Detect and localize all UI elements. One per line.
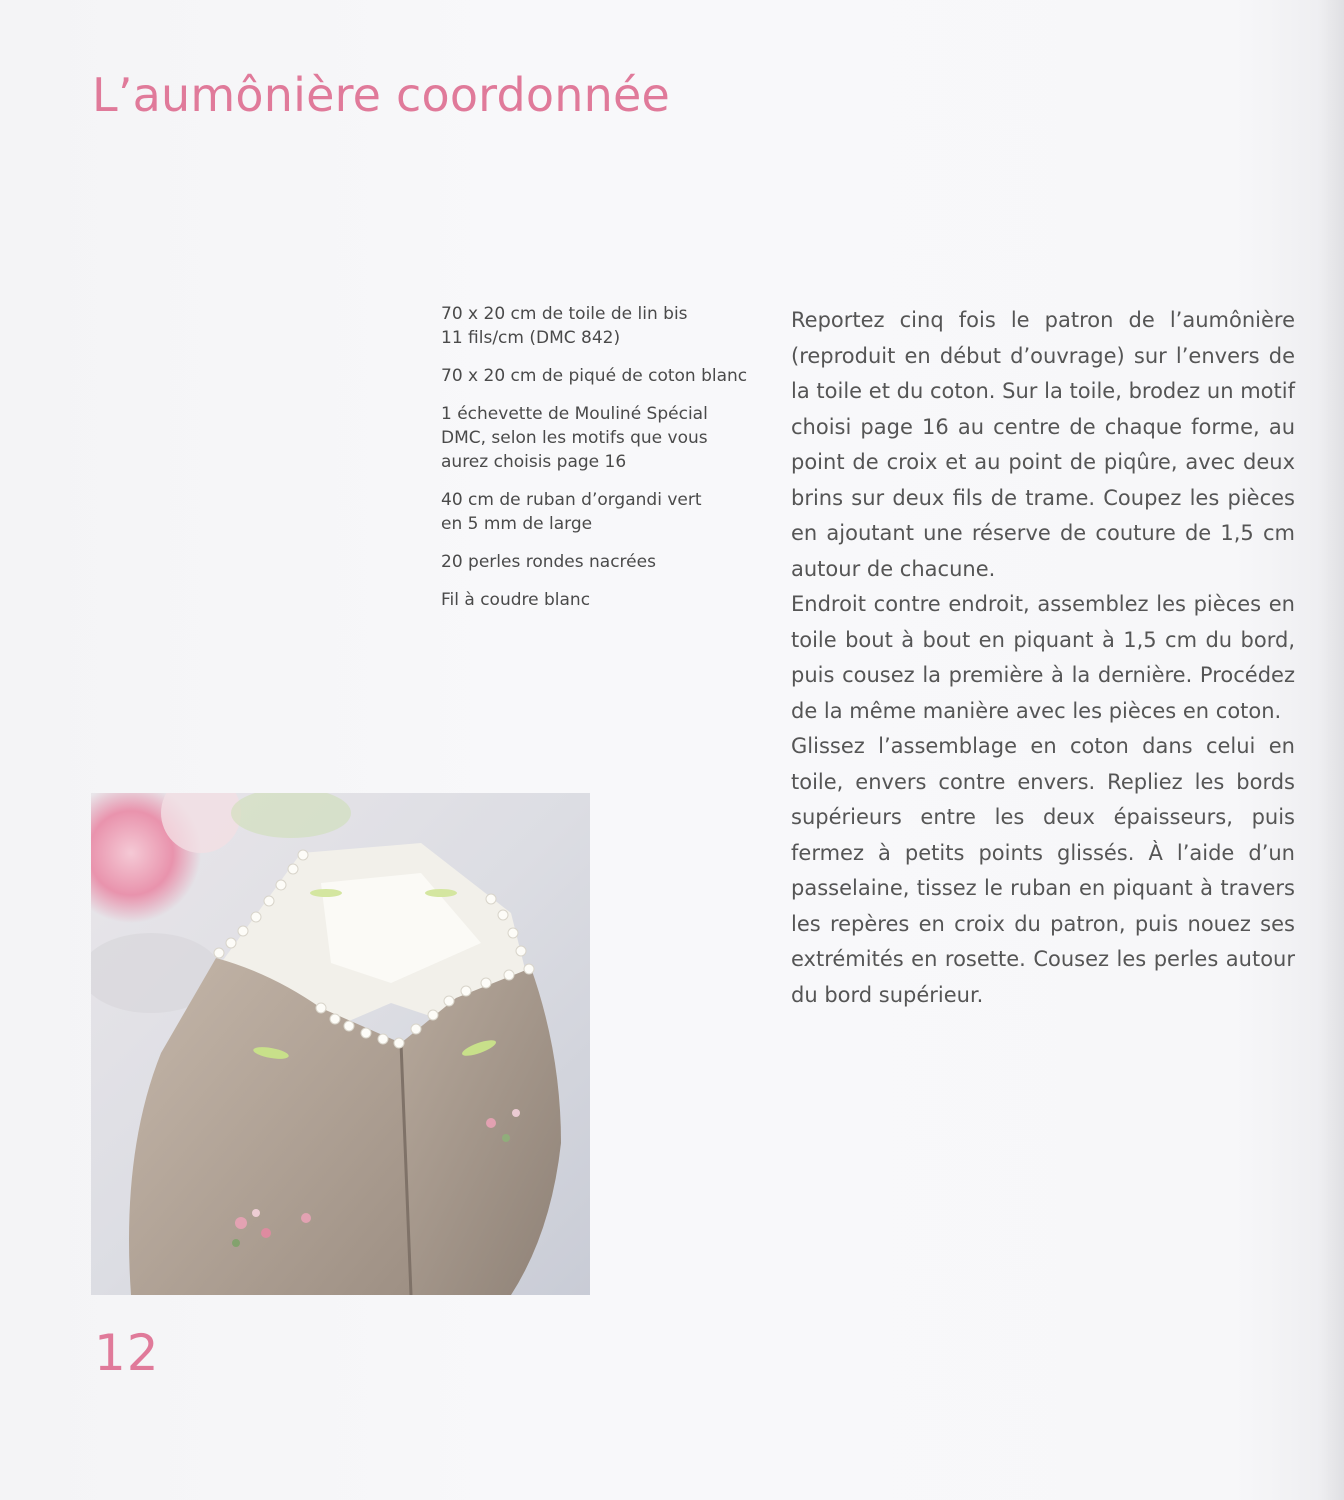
- page-title: L’aumônière coordonnée: [92, 68, 670, 122]
- materials-list: [441, 302, 761, 626]
- materials-item: 70 x 20 cm de toile de lin bis 11 fils/cm (DMC 842): [441, 304, 688, 348]
- pouch-photo: [91, 793, 590, 1295]
- materials-item: Fil à coudre blanc: [441, 590, 591, 610]
- instructions-paragraph: Endroit contre endroit, assemblez les pièces en toile bout à bout en piquant à 1,5 cm du bord, puis cousez la première à la dernière. Procédez de la même manière avec les pièces en coton.: [791, 592, 1295, 723]
- materials-item: 20 perles rondes nacrées: [441, 552, 656, 572]
- page-number: 12: [94, 1324, 160, 1382]
- materials-item: 1 échevette de Mouliné Spécial DMC, selon les motifs que vous aurez choisis page 16: [441, 404, 708, 472]
- instructions-text: [791, 303, 1295, 1013]
- materials-item: 70 x 20 cm de piqué de coton blanc: [441, 366, 748, 386]
- instructions-paragraph: Reportez cinq fois le patron de l’aumônière (reproduit en début d’ouvrage) sur l’envers de la toile et du coton. Sur la toile, brodez un motif choisi page 16 au centre de chaque forme, au point de croix et au point de piqûre, avec deux brins sur deux fils de trame. Coupez les pièces en ajoutant une réserve de couture de 1,5 cm autour de chacune.: [791, 308, 1295, 581]
- materials-item: 40 cm de ruban d’organdi vert en 5 mm de large: [441, 490, 702, 534]
- page-edge-shadow: [1318, 0, 1344, 1500]
- pouch-photo-illustration: [91, 793, 590, 1295]
- instructions-paragraph: Glissez l’assemblage en coton dans celui en toile, envers contre envers. Repliez les bords supérieurs entre les deux épaisseurs, puis fermez à petits points glissés. À l’aide d’un passelaine, tissez le ruban en piquant à travers les repères en croix du patron, puis nouez ses extrémités en rosette. Cousez les perles autour du bord supérieur.: [791, 734, 1295, 1007]
